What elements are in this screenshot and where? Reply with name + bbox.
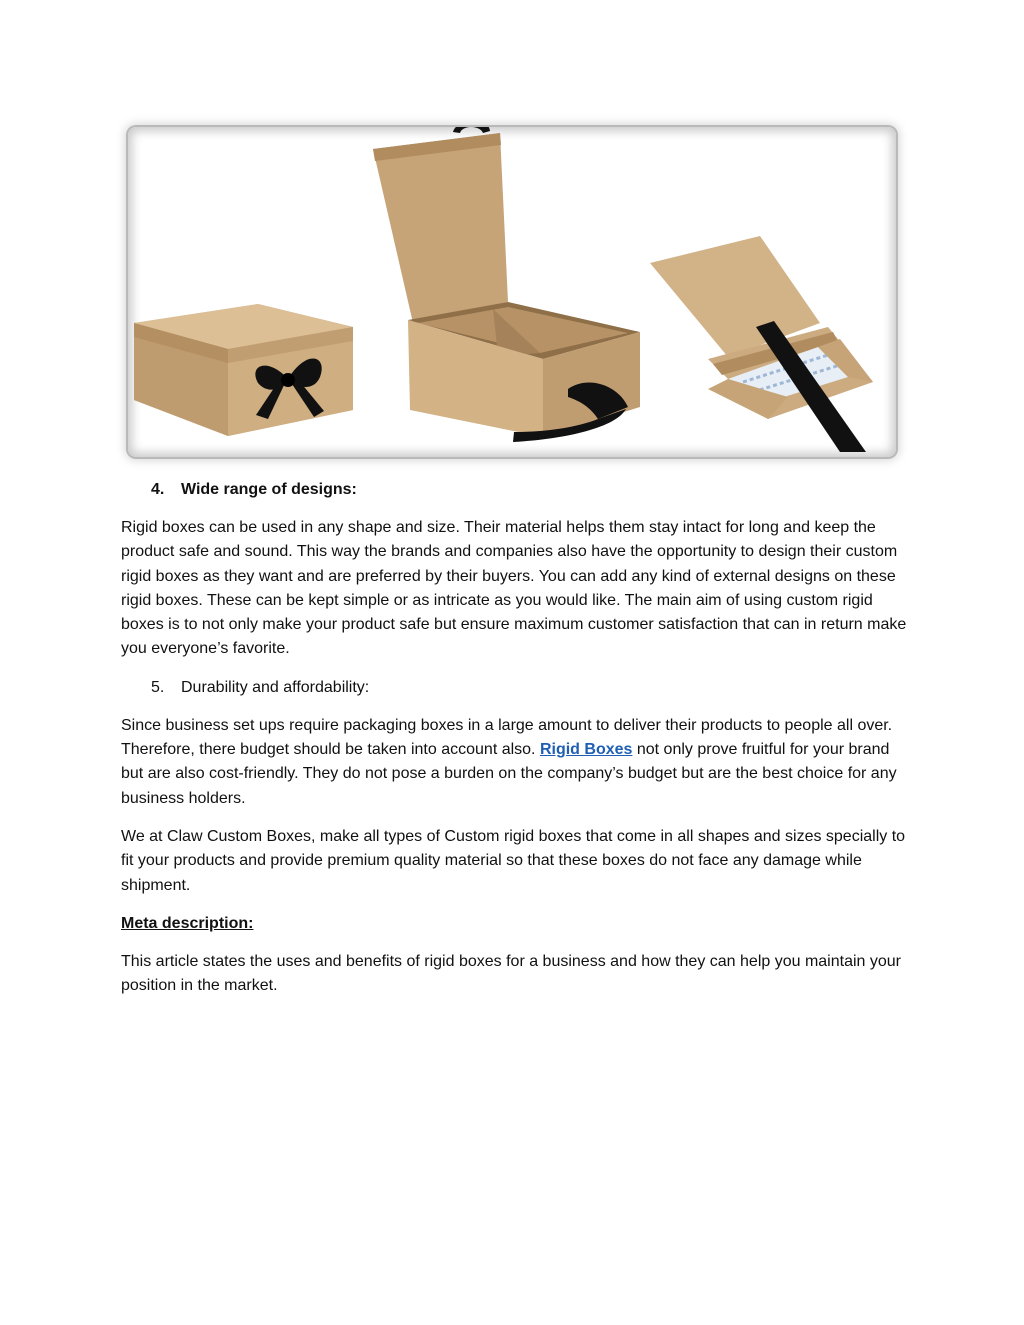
paragraph-durability [121,714,911,811]
meta-description-text: This article states the uses and benefits of rigid boxes for a business and how they can help you maintain your position in the market. [121,952,901,995]
paragraph-text: not only prove fruitful for your brand but are also cost-friendly. They do not pose a burden on the company’s budget but are the best choice for any business holders. [121,741,897,807]
paragraph-claw: We at Claw Custom Boxes, make all types of Custom rigid boxes that come in all shapes and sizes specially to fit your products and provide premium quality material so that these boxes do not face any damage while shipment. [121,827,906,894]
flat-folded-box [650,236,873,452]
article-body [121,478,911,1012]
rigid-boxes-link[interactable]: Rigid Boxes [539,741,633,759]
paragraph-text: Since business set ups require packaging boxes in a large amount to deliver their products to people all over. Therefore, there budget should be taken into account also. [121,716,893,759]
list-heading: Wide range of designs: [181,481,357,498]
rigid-gift-boxes-photo-icon [128,127,896,457]
boxes-image [128,127,896,457]
closed-box-with-bow [134,304,353,436]
list-number: 5. [151,678,165,696]
meta-description-heading: Meta description: [121,914,254,932]
list-item-5 [151,676,911,700]
list-item-4 [151,478,911,502]
open-box-with-lid [373,127,640,442]
paragraph-designs: Rigid boxes can be used in any shape and size. Their material helps them stay intact for long and keep the product safe and sound. This way the brands and companies also have the opportunity to design their custom rigid boxes as they want and are preferred by their buyers. You can add any kind of external designs on these rigid boxes. These can be kept simple or as intricate as you would like. The main aim of using custom rigid boxes is to not only make your product safe but ensure maximum customer satisfaction that can in return make you everyone’s favorite. [121,519,907,658]
list-number: 4. [151,481,165,498]
list-heading: Durability and affordability: [181,678,370,696]
